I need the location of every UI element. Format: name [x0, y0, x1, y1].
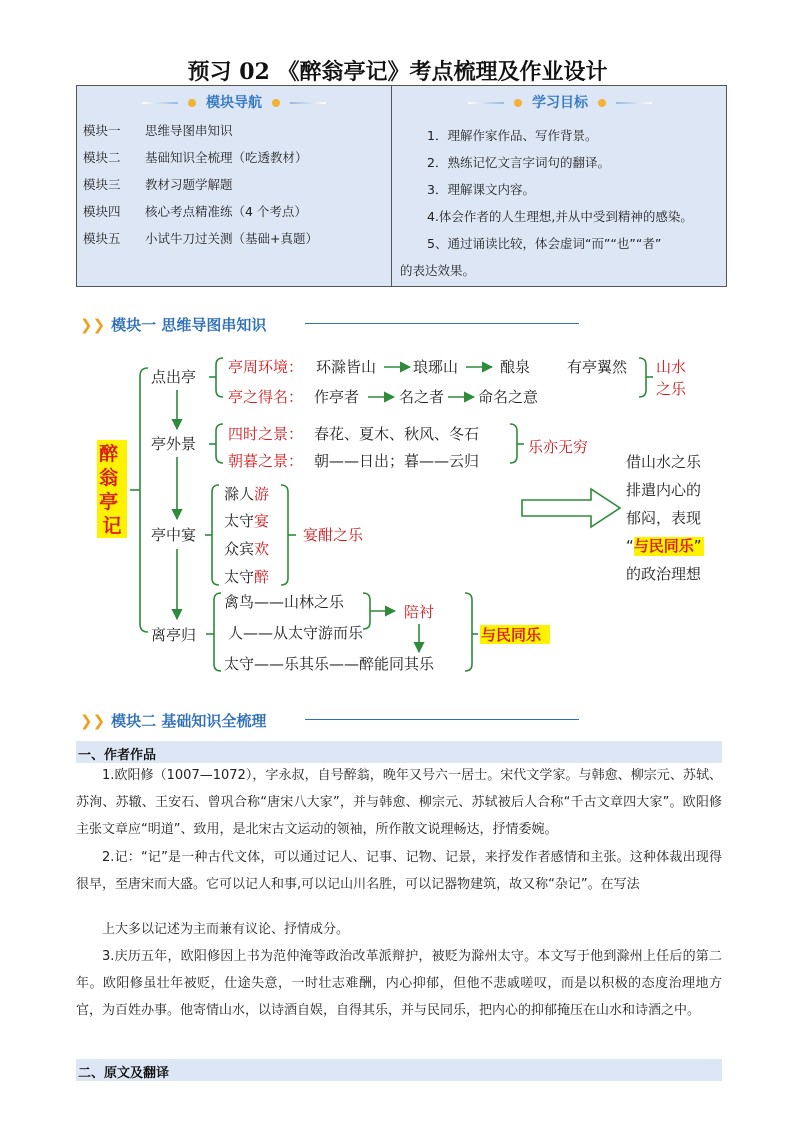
goal-item: 2．熟练记忆文言字词句的翻译。 — [427, 155, 610, 170]
conclusion-line: 排遣内心的 — [626, 481, 702, 499]
node-text: 名之者 — [399, 388, 445, 406]
node-text — [224, 485, 269, 503]
node-label: 朝暮之景： — [228, 452, 304, 470]
section-heading-2 — [80, 710, 266, 731]
node-text: 酿泉 — [500, 358, 531, 376]
subsection-bar: 二、原文及翻译 — [76, 1059, 722, 1081]
root-char: 亭 — [99, 491, 119, 513]
root-char: 记 — [102, 515, 122, 537]
node-subject: 众宾 — [224, 540, 255, 558]
node-text: 命名之意 — [478, 388, 539, 406]
subsection-bar: 一、作者作品 — [76, 741, 722, 763]
node-key: 宴 — [254, 512, 270, 530]
node-text: 春花、夏木、秋风、冬石 — [314, 425, 480, 443]
node-text: 太守——乐其乐——醉能同其乐 — [224, 655, 435, 673]
module-key: 模块四 — [83, 204, 121, 219]
quote-mark: “ — [626, 537, 634, 555]
goal-item: 4.体会作者的人生理想,并从中受到精神的感染。 — [427, 209, 693, 224]
branch-label: 亭中宴 — [151, 526, 197, 544]
paragraph: 3.庆历五年，欧阳修因上书为范仲淹等政治改革派辩护，被贬为滁州太守。本文写于他到滁州上任后的第二年。欧阳修虽壮年被贬，仕途失意，一时壮志难酬，内心抑郁，但他不悲戚嗟叹，而是以积极的态度治理地方官，为百姓办事。他寄情山水，以诗酒自娱，自得其乐，并与民同乐，把内心的抑郁掩压在山水和诗酒之中。 — [76, 949, 722, 1018]
node-text: 人——从太守游而乐 — [228, 624, 364, 642]
module-key: 模块三 — [83, 177, 121, 192]
module-key: 模块二 — [83, 150, 121, 165]
brace — [639, 358, 646, 397]
conclusion-line: 借山水之乐 — [626, 453, 702, 471]
branch-label: 亭外景 — [151, 435, 197, 453]
module-key: 模块一 — [83, 123, 121, 138]
page-title: 预习 02 《醉翁亭记》考点梳理及作业设计 — [187, 59, 608, 85]
node-subject: 太守 — [224, 512, 255, 530]
node-subject: 太守 — [224, 568, 255, 586]
conclusion-line: 郁闷，表现 — [626, 509, 702, 527]
brace — [465, 593, 472, 671]
node-key: 游 — [254, 485, 270, 503]
conclusion-key: 与民同乐 — [633, 537, 694, 555]
branch-label: 点出亭 — [151, 368, 197, 386]
module-key: 模块五 — [83, 231, 121, 246]
paragraph: 1.欧阳修（1007—1072），字永叔，自号醉翁，晚年又号六一居士。宋代文学家。与韩愈、柳宗元、苏轼、苏洵、苏辙、王安石、曾巩合称“唐宋八大家”，并与韩愈、柳宗元、苏轼被后人合称“千古文章四大家”。欧阳修主张文章应“明道”、致用，是北宋古文运动的领袖，所作散文说理畅达，抒情委婉。 — [76, 768, 722, 837]
node-text: 作亭者 — [314, 388, 360, 406]
goal-item: 5、通过诵读比较，体会虚词“而”“也”“者” — [427, 236, 662, 251]
node-text: 有亭翼然 — [567, 358, 628, 376]
brace — [216, 358, 223, 397]
conclusion-line: 的政治理想 — [626, 565, 702, 583]
brace — [510, 424, 517, 463]
goal-item: 的表达效果。 — [400, 263, 476, 278]
node-text: 禽鸟——山林之乐 — [224, 593, 345, 611]
paragraph: 2.记：“记”是一种古代文体，可以通过记人、记事、记物、记景，来抒发作者感情和主张。这种体裁出现得很早，至唐宋而大盛。它可以记人和事,可以记山川名胜，可以记器物建筑，故又称“杂记”。在写法 — [76, 850, 722, 892]
node-label: 亭之得名： — [228, 388, 304, 406]
node-text: 琅琊山 — [413, 358, 459, 376]
module-text: 小试牛刀过关测（基础+真题） — [145, 231, 318, 246]
module-text: 核心考点精准练（4 个考点） — [145, 204, 307, 219]
module-text: 教材习题学解题 — [145, 177, 233, 192]
node-key: 欢 — [254, 540, 270, 558]
root-brace — [140, 368, 148, 632]
conclusion-line — [626, 537, 702, 555]
result-text: 山水 — [656, 358, 687, 376]
result-label: 与民同乐 — [481, 626, 542, 644]
brace — [214, 593, 221, 671]
goal-item: 1．理解作家作品、写作背景。 — [427, 128, 598, 143]
branch-label: 离亭归 — [151, 626, 197, 644]
hollow-right-arrow — [522, 489, 620, 527]
node-label: 亭周环境： — [228, 358, 304, 376]
brace — [216, 424, 223, 463]
module-text: 基础知识全梳理（吃透教材） — [145, 150, 308, 165]
result-text: 之乐 — [656, 380, 687, 398]
module-nav-heading: 模块导航 — [206, 95, 262, 111]
middle-label: 陪衬 — [404, 603, 435, 621]
node-text — [224, 512, 269, 530]
module-text: 思维导图串知识 — [145, 123, 233, 138]
node-subject: 滁人 — [224, 485, 255, 503]
section-heading-text: 模块二 基础知识全梳理 — [111, 712, 267, 730]
double-chevron-icon: ❯❯ — [80, 712, 106, 730]
node-key: 醉 — [254, 568, 270, 586]
brace — [212, 485, 219, 585]
result-label: 宴酣之乐 — [303, 526, 364, 544]
quote-mark: ” — [693, 537, 702, 555]
node-label: 四时之景： — [228, 425, 304, 443]
learning-goals-heading: 学习目标 — [532, 95, 588, 111]
brace — [363, 593, 370, 629]
node-text — [224, 568, 270, 586]
section-heading-text: 模块一 思维导图串知识 — [111, 316, 267, 334]
paragraph: 上大多以记述为主而兼有议论、抒情成分。 — [102, 922, 350, 937]
brace — [281, 485, 288, 585]
root-char: 翁 — [99, 467, 119, 489]
node-text — [224, 540, 269, 558]
result-label — [656, 358, 687, 398]
double-chevron-icon: ❯❯ — [80, 316, 106, 334]
section-divider — [305, 719, 579, 720]
root-char: 醉 — [99, 443, 119, 465]
node-text: 环滁皆山 — [316, 358, 377, 376]
result-label: 乐亦无穷 — [528, 438, 589, 456]
goal-item: 3．理解课文内容。 — [427, 182, 535, 197]
node-text: 朝——日出；暮——云归 — [314, 452, 480, 470]
